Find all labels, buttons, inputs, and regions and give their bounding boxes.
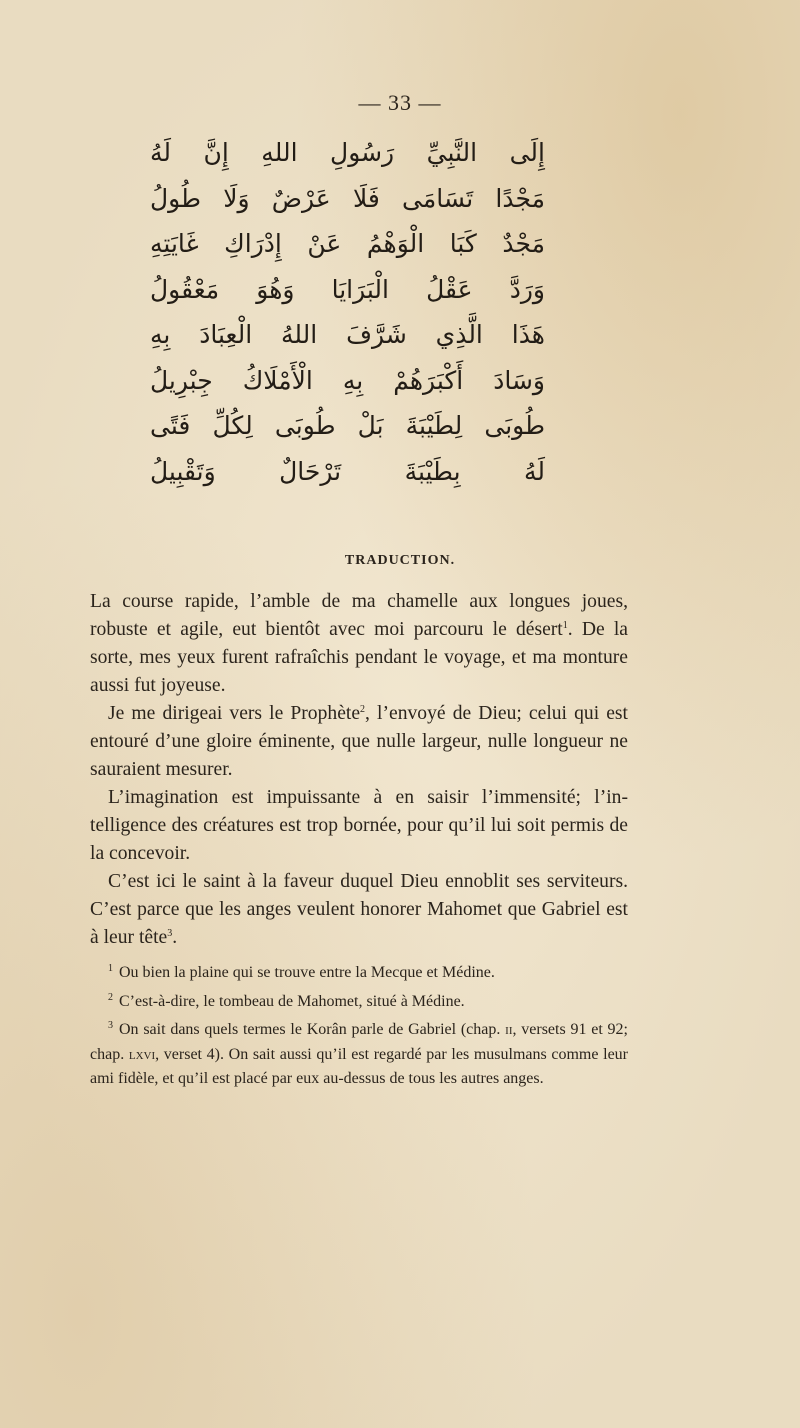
translation-paragraph-1: La course rapide, l’amble de ma chamelle aux longues joues, robuste et agile, eut bientôt avec moi parcouru le désert$^1$. De la sorte, mes yeux furent rafraîchis pendant le voyage, et ma monture aussi fut joyeuse. — [90, 591, 628, 696]
footnote-ref-1: 1 — [562, 620, 568, 631]
arabic-verse-line-1: إِلَى النَّبِيِّ رَسُولِ اللهِ إِنَّ لَهُ — [150, 138, 545, 167]
footnote-ref-2: 2 — [360, 704, 366, 715]
translation-paragraph-4: C’est ici le saint à la faveur duquel Dieu ennoblit ses serviteurs. C’est parce que les anges veulent honorer Mahomet que Gabriel est à leur tête$^3$. — [90, 871, 628, 948]
footnote-3: $^3$ On sait dans quels termes le Korân parle de Gabriel (chap. ii, versets 91 et 92; chap. lxvi, verset 4). On sait aussi qu’il est regardé par les musulmans comme leur ami fidèle, et qu’il est placé par eux au-dessus de tous les autres anges. — [90, 1020, 629, 1088]
arabic-verse-line-8: لَهُ بِطَيْبَةَ تَرْحَالٌ وَتَقْبِيلُ — [150, 456, 545, 486]
translation-heading: TRADUCTION. — [344, 553, 456, 568]
arabic-verse-block — [150, 130, 545, 494]
arabic-verse-line-6: وَسَادَ أَكْبَرَهُمْ بِهِ الْأَمْلَاكُ جِبْرِيلُ — [150, 365, 545, 395]
footnote-1: $^1$ Ou bien la plaine qui se trouve entre la Mecque et Médine. — [108, 963, 495, 981]
arabic-verse-line-4: وَرَدَّ عَقْلُ الْبَرَايَا وَهُوَ مَعْقُولُ — [150, 274, 545, 304]
arabic-verse-line-5: هَذَا الَّذِي شَرَّفَ اللهُ الْعِبَادَ بِهِ — [150, 320, 545, 349]
arabic-verse-line-7: طُوبَى لِطَيْبَةَ بَلْ طُوبَى لِكُلِّ فَتًى — [150, 411, 545, 440]
footnote-2: $^2$ C’est-à-dire, le tombeau de Mahomet, situé à Médine. — [108, 991, 465, 1010]
page-number: — 33 — — [358, 90, 442, 115]
translation-paragraph-3: L’imagination est impuissante à en saisir l’immensité; l’intelligence des créatures est trop bornée, pour qu’il lui soit permis de la concevoir. — [90, 787, 628, 864]
arabic-verse-line-3: مَجْدٌ كَبَا الْوَهْمُ عَنْ إِدْرَاكِ غَايَتِهِ — [150, 229, 545, 258]
footnotes — [90, 957, 628, 1092]
arabic-verse-line-2: مَجْدًا تَسَامَى فَلَا عَرْضٌ وَلَا طُولُ — [150, 183, 545, 213]
translation-body — [90, 588, 628, 952]
translation-paragraph-2: Je me dirigeai vers le Prophète$^2$, l’envoyé de Dieu; celui qui est entouré d’une gloire éminente, que nulle largeur, nulle longueur ne sauraient mesurer. — [90, 703, 629, 780]
footnote-ref-3: 3 — [167, 928, 173, 939]
